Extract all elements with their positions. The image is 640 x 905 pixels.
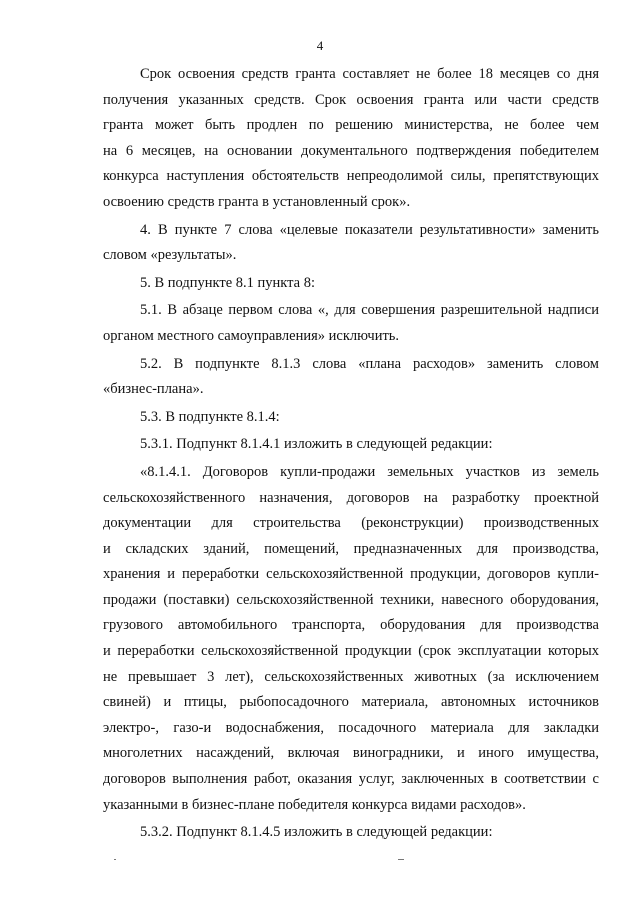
text-line: грузового автомобильного транспорта, оборудования для производства	[103, 617, 599, 634]
text-line: не превышает 3 лет), сельскохозяйственных животных (за исключением	[103, 668, 599, 685]
text-line: органом местного самоуправления» исключить.	[103, 327, 400, 344]
text-line: словом «результаты».	[103, 247, 237, 264]
text-line: хранения и переработки сельскохозяйственной продукции, договоров купли-	[103, 566, 599, 583]
text-line: 5.1. В абзаце первом слова «, для совершения разрешительной надписи	[140, 302, 599, 319]
text-line: свиней) и птицы, рыбопосадочного материала, автономных источников	[103, 694, 599, 711]
text-line: конкурса наступления обстоятельств непреодолимой силы, препятствующих	[103, 168, 599, 185]
text-line: сельскохозяйственного назначения, договоров на разработку проектной	[103, 489, 599, 506]
text-line: гранта может быть продлен по решению министерства, не более чем	[103, 117, 599, 134]
scan-mark-right	[398, 859, 404, 860]
text-line: 5.2. В подпункте 8.1.3 слова «плана расходов» заменить словом	[140, 355, 599, 372]
page-number: 4	[316, 38, 324, 53]
text-line: многолетних насаждений, включая виноградники, и иного имущества,	[103, 745, 599, 762]
text-line: и складских зданий, помещений, предназначенных для производства,	[103, 540, 599, 557]
text-line: 5.3.2. Подпункт 8.1.4.5 изложить в следующей редакции:	[140, 824, 493, 841]
body-text	[103, 62, 599, 846]
text-line: электро-, газо-и водоснабжения, посадочного материала для закладки	[103, 719, 599, 736]
text-line: и переработки сельскохозяйственной продукции (срок эксплуатации которых	[103, 643, 599, 660]
text-line: указанными в бизнес-плане победителя конкурса видами расходов».	[103, 796, 526, 813]
text-line: договоров выполнения работ, оказания услуг, заключенных в соответствии с	[103, 771, 599, 788]
text-line: 5. В подпункте 8.1 пункта 8:	[140, 274, 316, 291]
text-line: продажи (поставки) сельскохозяйственной техники, навесного оборудования,	[103, 591, 599, 608]
text-line: 5.3.1. Подпункт 8.1.4.1 изложить в следующей редакции:	[140, 436, 493, 453]
text-line: освоению средств гранта в установленный срок».	[103, 193, 411, 210]
text-line: 4. В пункте 7 слова «целевые показатели результативности» заменить	[140, 221, 599, 238]
text-line: Срок освоения средств гранта составляет не более 18 месяцев со дня	[140, 66, 599, 82]
text-line: документации для строительства (реконструкции) производственных	[103, 515, 599, 532]
text-line: «8.1.4.1. Договоров купли-продажи земельных участков из земель	[140, 463, 599, 480]
text-line: «бизнес-плана».	[103, 381, 204, 398]
scan-mark-left	[114, 859, 116, 860]
text-line: получения указанных средств. Срок освоения гранта или части средств	[103, 91, 599, 108]
text-line: 5.3. В подпункте 8.1.4:	[140, 408, 280, 425]
text-line: на 6 месяцев, на основании документального подтверждения победителем	[103, 142, 599, 159]
